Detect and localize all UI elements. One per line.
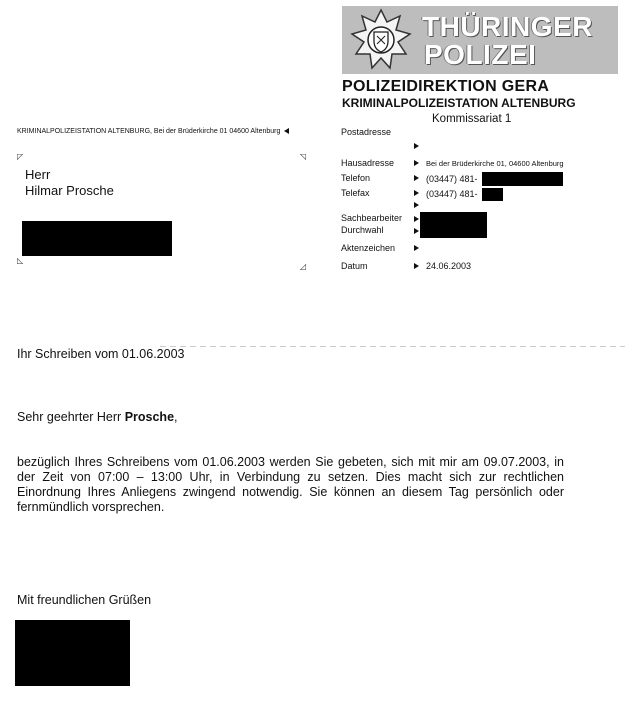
sender-address-line <box>17 128 289 135</box>
arrow-right-icon <box>414 216 419 222</box>
letter-salutation <box>17 410 178 424</box>
arrow-right-icon <box>414 202 419 208</box>
postadresse-label: Postadresse <box>341 127 392 137</box>
arrow-left-icon <box>284 128 289 134</box>
telefon-label: Telefon <box>341 173 371 183</box>
police-star-seal-icon <box>350 8 412 72</box>
corner-mark-icon: ◺ <box>17 256 24 265</box>
salutation-suffix: , <box>174 410 178 424</box>
arrow-right-icon <box>414 263 419 269</box>
salutation-prefix: Sehr geehrter Herr <box>17 410 125 424</box>
sender-address-text: KRIMINALPOLIZEISTATION ALTENBURG, Bei der Brüderkirche 01 04600 Altenburg <box>17 128 281 135</box>
telefax-value: (03447) 481- <box>426 189 478 199</box>
redacted-block <box>482 172 563 186</box>
department-title: Kommissariat 1 <box>432 113 512 125</box>
aktenzeichen-label: Aktenzeichen <box>341 243 396 253</box>
hausadresse-label: Hausadresse <box>341 158 395 168</box>
corner-mark-icon: ◸ <box>17 152 24 161</box>
recipient-name: Hilmar Prosche <box>25 183 114 198</box>
divider <box>160 346 625 347</box>
salutation-name: Prosche <box>124 410 175 424</box>
arrow-right-icon <box>414 245 419 251</box>
recipient-salutation: Herr <box>25 167 51 182</box>
directorate-title: POLIZEIDIREKTION GERA <box>342 78 550 95</box>
redacted-block <box>482 188 503 201</box>
datum-label: Datum <box>341 261 368 271</box>
letter-closing: Mit freundlichen Grüßen <box>17 593 152 607</box>
redacted-block <box>22 221 172 256</box>
arrow-right-icon <box>414 160 419 166</box>
datum-value: 24.06.2003 <box>426 261 472 271</box>
redacted-block <box>420 212 487 238</box>
arrow-right-icon <box>414 228 419 234</box>
reference-line: Ihr Schreiben vom 01.06.2003 <box>17 347 185 361</box>
arrow-right-icon <box>414 143 419 149</box>
recipient-address <box>25 167 114 199</box>
corner-mark-icon: ◿ <box>300 262 307 271</box>
telefon-value: (03447) 481- <box>426 174 478 184</box>
station-title: KRIMINALPOLIZEISTATION ALTENBURG <box>342 96 576 110</box>
telefax-label: Telefax <box>341 188 370 198</box>
durchwahl-label: Durchwahl <box>341 225 384 235</box>
arrow-right-icon <box>414 190 419 196</box>
hausadresse-value: Bei der Brüderkirche 01, 04600 Altenburg <box>426 159 564 168</box>
logo-line-1: THÜRINGER <box>422 11 593 42</box>
redacted-signature <box>15 620 130 686</box>
arrow-right-icon <box>414 175 419 181</box>
sachbearbeiter-label: Sachbearbeiter <box>341 213 403 223</box>
logo-line-2: POLIZEI <box>424 39 537 70</box>
letter-body: bezüglich Ihres Schreibens vom 01.06.2003 werden Sie gebeten, sich mit mir am 09.07.2003, in der Zeit von 07:00 – 13:00 Uhr, in Verbindung zu setzen. Dies macht sich zur rechtlichen Einordnung Ihres Anliegens zwingend notwendig. Sie können an diesem Tag persönlich oder fernmündlich vorsprechen. <box>17 455 564 514</box>
corner-mark-icon: ◹ <box>300 152 307 161</box>
